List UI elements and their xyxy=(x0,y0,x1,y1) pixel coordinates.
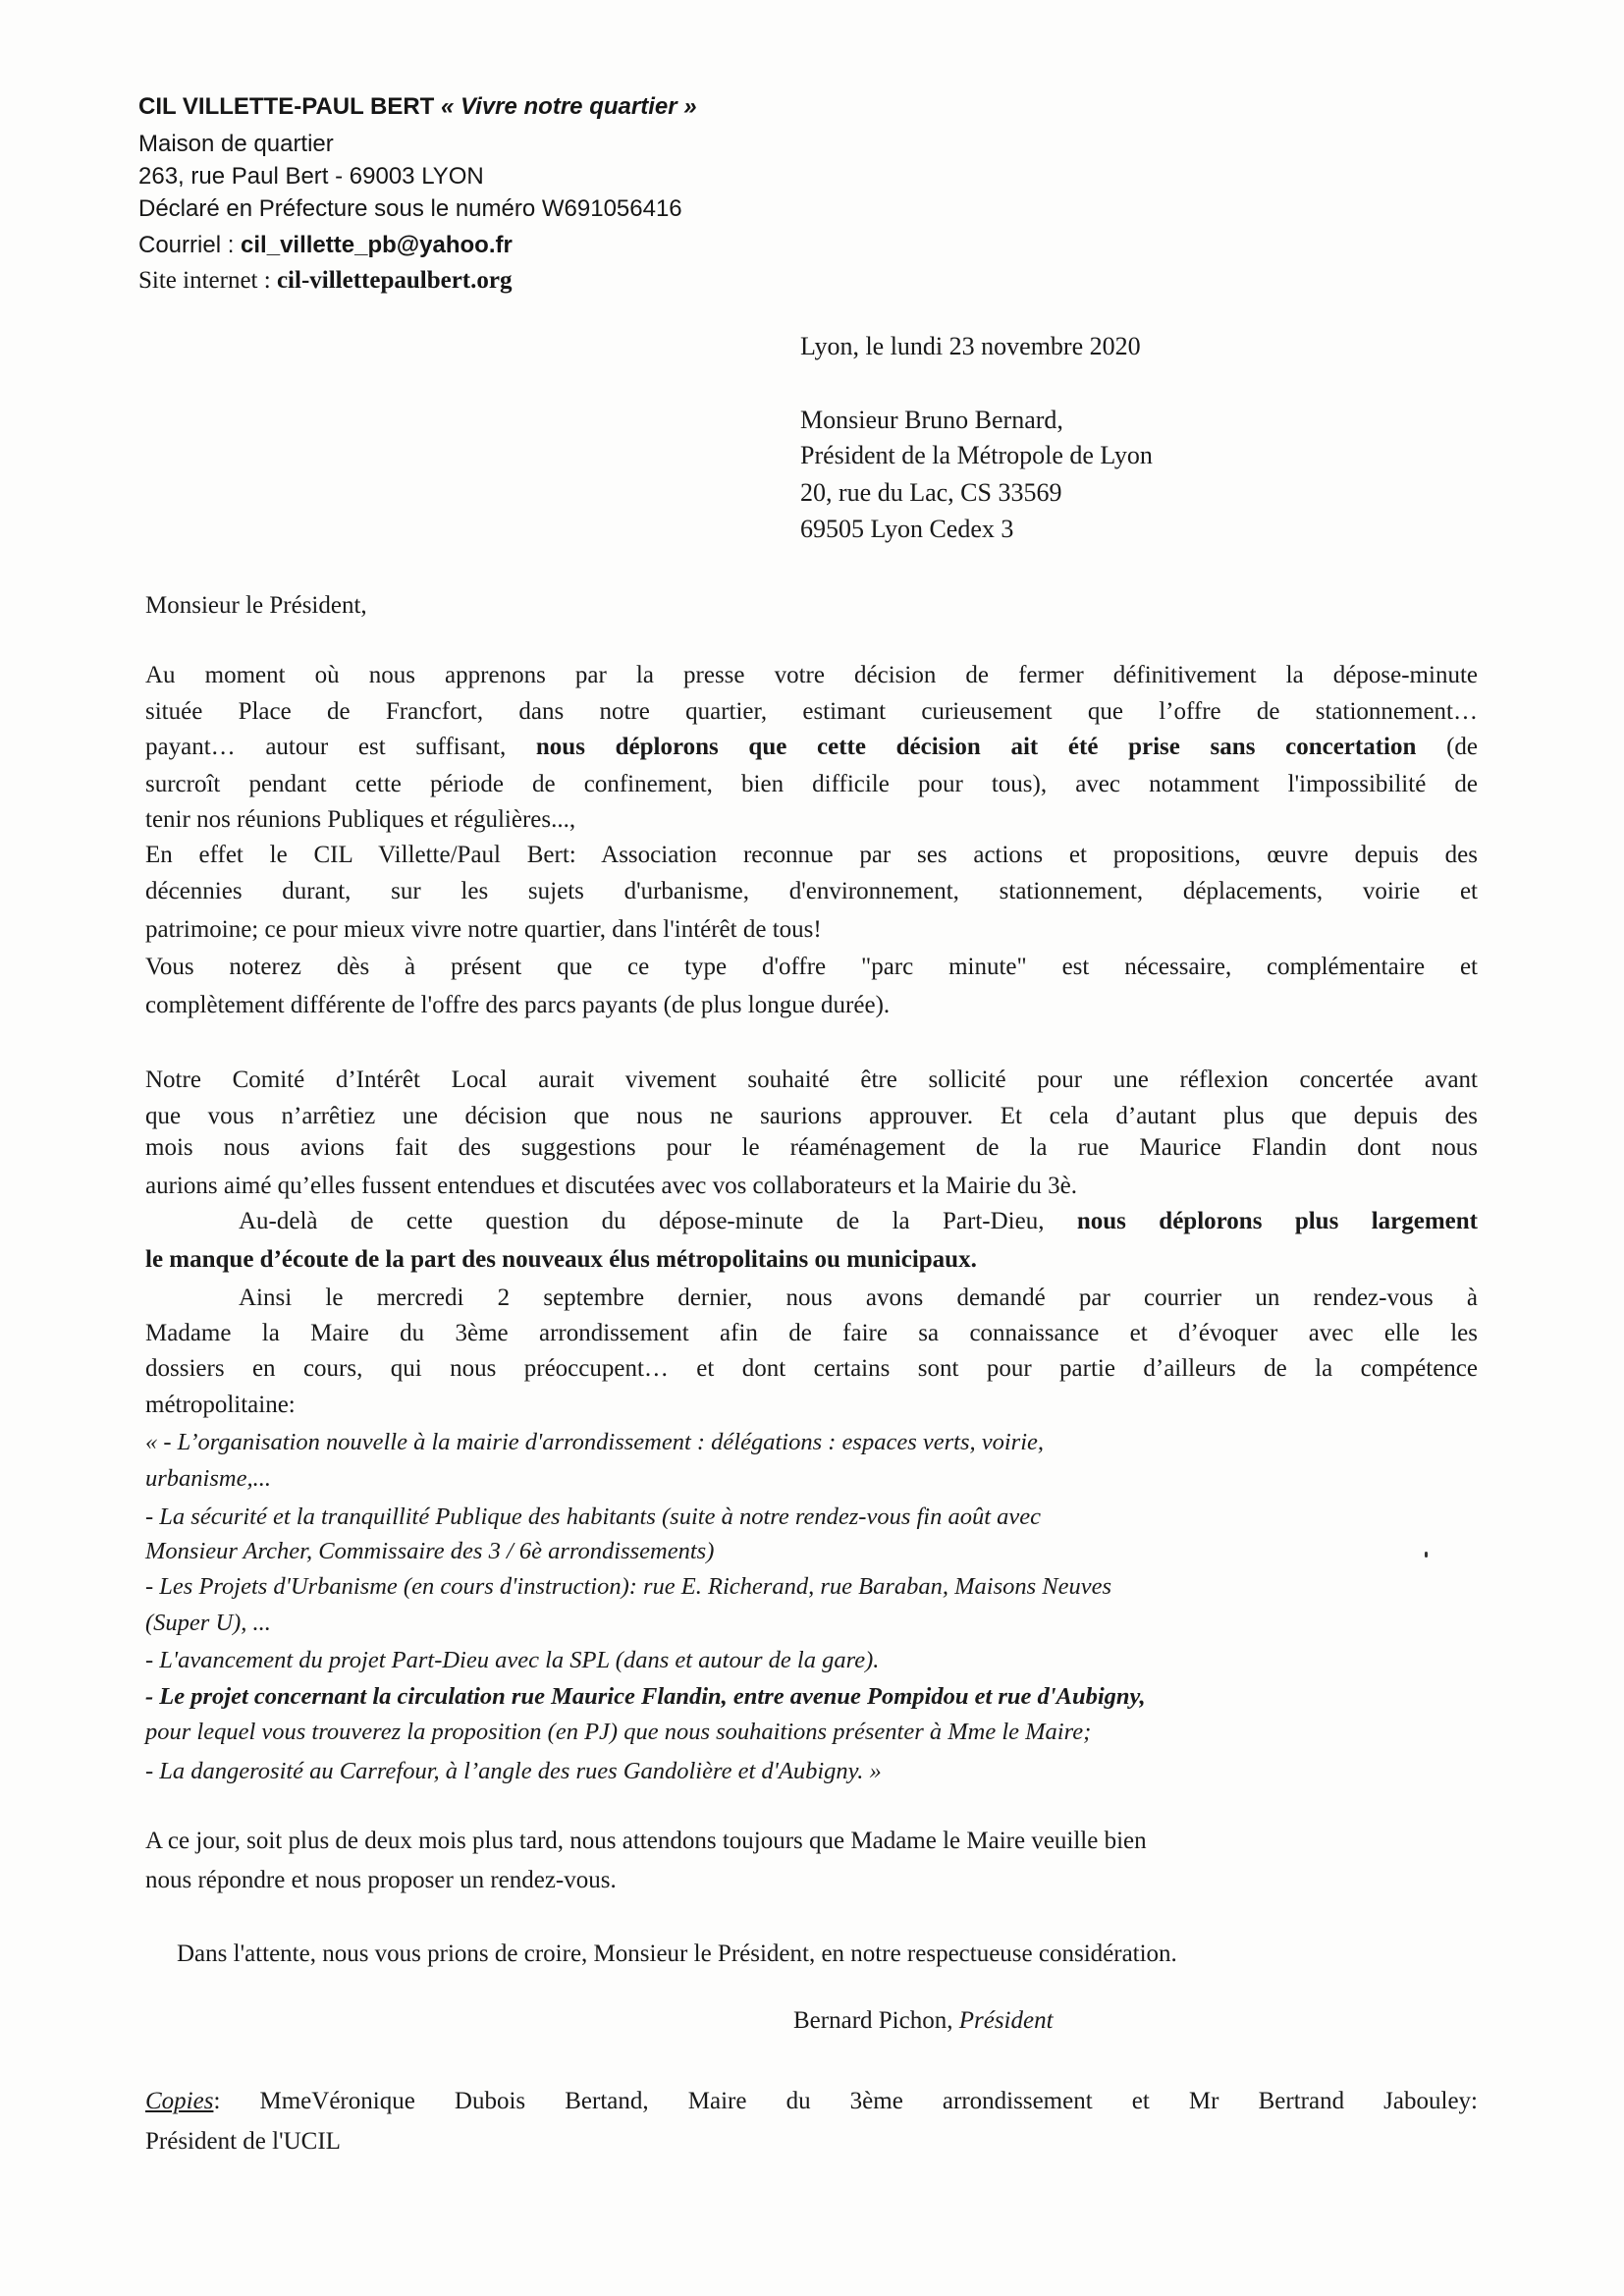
body-line: dossiers en cours, qui nous préoccupent… et dont certains sont pour partie d’ailleurs de la compétence xyxy=(145,1355,1478,1382)
org-name: CIL VILLETTE-PAUL BERT xyxy=(138,93,435,120)
body-emphasis: nous déplorons plus largement xyxy=(1076,1208,1478,1234)
list-item: (Super U), ... xyxy=(145,1610,271,1636)
letterhead-org-line xyxy=(138,90,697,123)
list-item: Monsieur Archer, Commissaire des 3 / 6è arrondissements) xyxy=(145,1538,715,1564)
list-item: urbanisme,... xyxy=(145,1465,271,1492)
list-item: - La dangerosité au Carrefour, à l’angle des rues Gandolière et d'Aubigny. » xyxy=(145,1758,882,1784)
body-line: surcroît pendant cette période de confinement, bien difficile pour tous), avec notamment l'impossibilité de xyxy=(145,771,1478,797)
scan-mark xyxy=(1425,1552,1428,1558)
letter-date: Lyon, le lundi 23 novembre 2020 xyxy=(800,332,1141,360)
copies-line xyxy=(145,2084,1478,2119)
recipient-name: Monsieur Bruno Bernard, xyxy=(800,406,1063,434)
body-line: aurions aimé qu’elles fussent entendues et discutées avec vos collaborateurs et la Mairie du 3è. xyxy=(145,1173,1077,1199)
list-item: pour lequel vous trouverez la proposition (en PJ) que nous souhaitions présenter à Mme le Maire; xyxy=(145,1719,1092,1745)
list-item: - Le projet concernant la circulation rue Maurice Flandin, entre avenue Pompidou et rue d'Aubigny, xyxy=(145,1683,1146,1710)
signature xyxy=(793,2007,1054,2035)
body-line xyxy=(145,730,1478,765)
body-line: patrimoine; ce pour mieux vivre notre quartier, dans l'intérêt de tous! xyxy=(145,916,822,943)
body-line: Vous noterez dès à présent que ce type d'offre "parc minute" est nécessaire, complémentaire et xyxy=(145,954,1478,980)
org-motto: « Vivre notre quartier » xyxy=(441,93,697,120)
body-line xyxy=(145,1204,1478,1239)
body-line: que vous n’arrêtiez une décision que nous ne saurions approuver. Et cela d’autant plus que depuis des xyxy=(145,1103,1478,1129)
list-item: - L'avancement du projet Part-Dieu avec la SPL (dans et autour de la gare). xyxy=(145,1647,880,1673)
email-label: Courriel : xyxy=(138,232,242,258)
body-text: Au-delà de cette question du dépose-minute de la Part-Dieu, xyxy=(239,1208,1077,1234)
copies-line-2: Président de l'UCIL xyxy=(145,2128,341,2155)
body-line: métropolitaine: xyxy=(145,1392,296,1418)
body-line: Notre Comité d’Intérêt Local aurait vivement souhaité être sollicité pour une réflexion concertée avant xyxy=(145,1066,1478,1093)
body-emphasis: nous déplorons que cette décision ait été prise sans concertation xyxy=(535,734,1417,760)
letterhead-email-line xyxy=(138,229,513,261)
copies-label: Copies xyxy=(145,2088,214,2114)
body-emphasis: le manque d’écoute de la part des nouveaux élus métropolitains ou municipaux. xyxy=(145,1246,977,1273)
salutation: Monsieur le Président, xyxy=(145,592,367,619)
list-item: - Les Projets d'Urbanisme (en cours d'instruction): rue E. Richerand, rue Baraban, Maisons Neuves xyxy=(145,1573,1112,1600)
body-text: (de xyxy=(1416,734,1478,760)
body-line: Madame la Maire du 3ème arrondissement afin de faire sa connaissance et d’évoquer avec elle les xyxy=(145,1320,1478,1346)
body-line: située Place de Francfort, dans notre quartier, estimant curieusement que l’offre de stationnement… xyxy=(145,698,1478,725)
website-label: Site internet : xyxy=(138,267,277,294)
body-line: décennies durant, sur les sujets d'urbanisme, d'environnement, stationnement, déplacements, voirie et xyxy=(145,878,1478,904)
body-line: nous répondre et nous proposer un rendez-vous. xyxy=(145,1867,617,1893)
body-line xyxy=(145,1242,1478,1278)
body-line: A ce jour, soit plus de deux mois plus tard, nous attendons toujours que Madame le Maire veuille bien xyxy=(145,1828,1147,1854)
letterhead-website-line xyxy=(138,264,512,297)
body-line: En effet le CIL Villette/Paul Bert: Association reconnue par ses actions et propositions, œuvre depuis des xyxy=(145,842,1478,868)
website-link[interactable]: cil-villettepaulbert.org xyxy=(276,267,513,294)
letterhead-building: Maison de quartier xyxy=(138,131,334,157)
closing-formula: Dans l'attente, nous vous prions de croire, Monsieur le Président, en notre respectueuse considération. xyxy=(177,1941,1177,1967)
body-line: tenir nos réunions Publiques et régulières..., xyxy=(145,806,576,833)
body-line: Au moment où nous apprenons par la presse votre décision de fermer définitivement la dépose-minute xyxy=(145,662,1478,688)
signature-title: Président xyxy=(958,2007,1054,2034)
recipient-address-1: 20, rue du Lac, CS 33569 xyxy=(800,478,1062,507)
recipient-title: Président de la Métropole de Lyon xyxy=(800,441,1153,469)
body-line: Ainsi le mercredi 2 septembre dernier, nous avons demandé par courrier un rendez-vous à xyxy=(239,1285,1478,1311)
list-item: - La sécurité et la tranquillité Publique des habitants (suite à notre rendez-vous fin août avec xyxy=(145,1503,1042,1530)
letterhead-address: 263, rue Paul Bert - 69003 LYON xyxy=(138,163,484,190)
body-text: payant… autour est suffisant, xyxy=(145,734,536,760)
copies-recipients: : MmeVéronique Dubois Bertand, Maire du 3ème arrondissement et Mr Bertrand Jabouley: xyxy=(213,2088,1478,2114)
body-line: mois nous avions fait des suggestions pour le réaménagement de la rue Maurice Flandin dont nous xyxy=(145,1134,1478,1161)
list-item: « - L’organisation nouvelle à la mairie d'arrondissement : délégations : espaces verts, voirie, xyxy=(145,1429,1045,1455)
recipient-address-2: 69505 Lyon Cedex 3 xyxy=(800,515,1014,543)
body-line: complètement différente de l'offre des parcs payants (de plus longue durée). xyxy=(145,992,891,1018)
email-link[interactable]: cil_villette_pb@yahoo.fr xyxy=(241,232,513,258)
letterhead-registration: Déclaré en Préfecture sous le numéro W691056416 xyxy=(138,195,682,222)
signature-name: Bernard Pichon, xyxy=(793,2007,959,2034)
